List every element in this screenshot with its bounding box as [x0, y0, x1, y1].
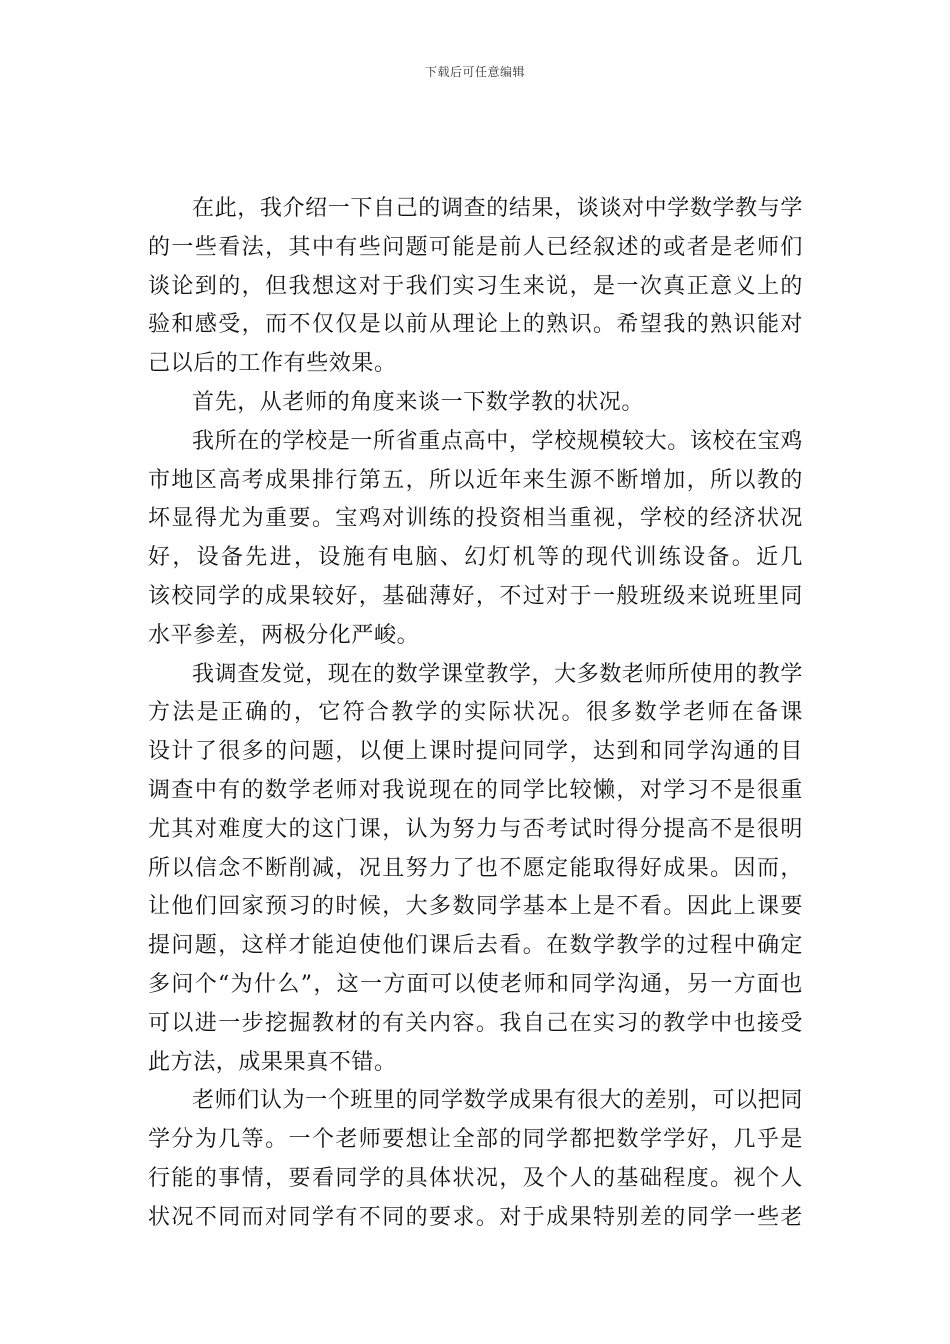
text-line: 我所在的学校是一所省重点高中，学校规模较大。该校在宝鸡	[192, 428, 803, 454]
text-line: 验和感受，而不仅仅是以前从理论上的熟识。希望我的熟识能对	[148, 312, 803, 338]
text-line: 在此，我介绍一下自己的调查的结果，谈谈对中学数学教与学	[192, 196, 803, 221]
text-line: 调查中有的数学老师对我说现在的同学比较懒，对学习不是很重	[148, 777, 803, 803]
text-line: 的一些看法，其中有些问题可能是前人已经叙述的或者是老师们	[148, 234, 803, 260]
text-line: 市地区高考成果排行第五，所以近年来生源不断增加，所以教的	[148, 467, 803, 493]
text-line: 此方法，成果果真不错。	[148, 1049, 397, 1075]
header-note: 下载后可任意编辑	[424, 65, 525, 79]
text-line: 坏显得尤为重要。宝鸡对训练的投资相当重视，学校的经济状况	[148, 506, 803, 532]
text-line: 学分为几等。一个老师要想让全部的同学都把数学学好，几乎是	[148, 1127, 803, 1153]
text-line: 好，设备先进，设施有电脑、幻灯机等的现代训练设备。近几	[148, 545, 803, 571]
text-line: 行能的事情，要看同学的具体状况，及个人的基础程度。视个人	[148, 1165, 803, 1191]
body-text	[148, 190, 803, 1238]
text-line: 所以信念不断削减，况且努力了也不愿定能取得好成果。因而，	[148, 855, 803, 881]
text-line: 尤其对难度大的这门课，认为努力与否考试时得分提高不是很明	[148, 816, 803, 842]
text-line: 老师们认为一个班里的同学数学成果有很大的差别，可以把同	[192, 1088, 803, 1114]
text-line: 可以进一步挖掘教材的有关内容。我自己在实习的教学中也接受	[148, 1010, 803, 1036]
text-line: 状况不同而对同学有不同的要求。对于成果特别差的同学一些老	[148, 1204, 803, 1230]
text-line: 谈论到的，但我想这对于我们实习生来说，是一次真正意义上的	[148, 273, 803, 299]
text-line: 方法是正确的，它符合教学的实际状况。很多数学老师在备课	[148, 700, 803, 726]
text-line: 设计了很多的问题，以便上课时提问同学，达到和同学沟通的目	[148, 739, 803, 765]
text-line: 我调查发觉，现在的数学课堂教学，大多数老师所使用的教学	[192, 661, 803, 687]
text-line: 提问题，这样才能迫使他们课后去看。在数学教学的过程中确定	[148, 933, 803, 959]
text-line: 该校同学的成果较好，基础薄好，不过对于一般班级来说班里同	[148, 583, 803, 609]
text-line: 让他们回家预习的时候，大多数同学基本上是不看。因此上课要	[148, 894, 803, 920]
text-line: 水平参差，两极分化严峻。	[148, 622, 420, 648]
text-line: 首先，从老师的角度来谈一下数学教的状况。	[192, 389, 645, 415]
text-line: 己以后的工作有些效果。	[148, 351, 397, 377]
text-line: 多问个“为什么”，这一方面可以使老师和同学沟通，另一方面也	[148, 971, 803, 997]
